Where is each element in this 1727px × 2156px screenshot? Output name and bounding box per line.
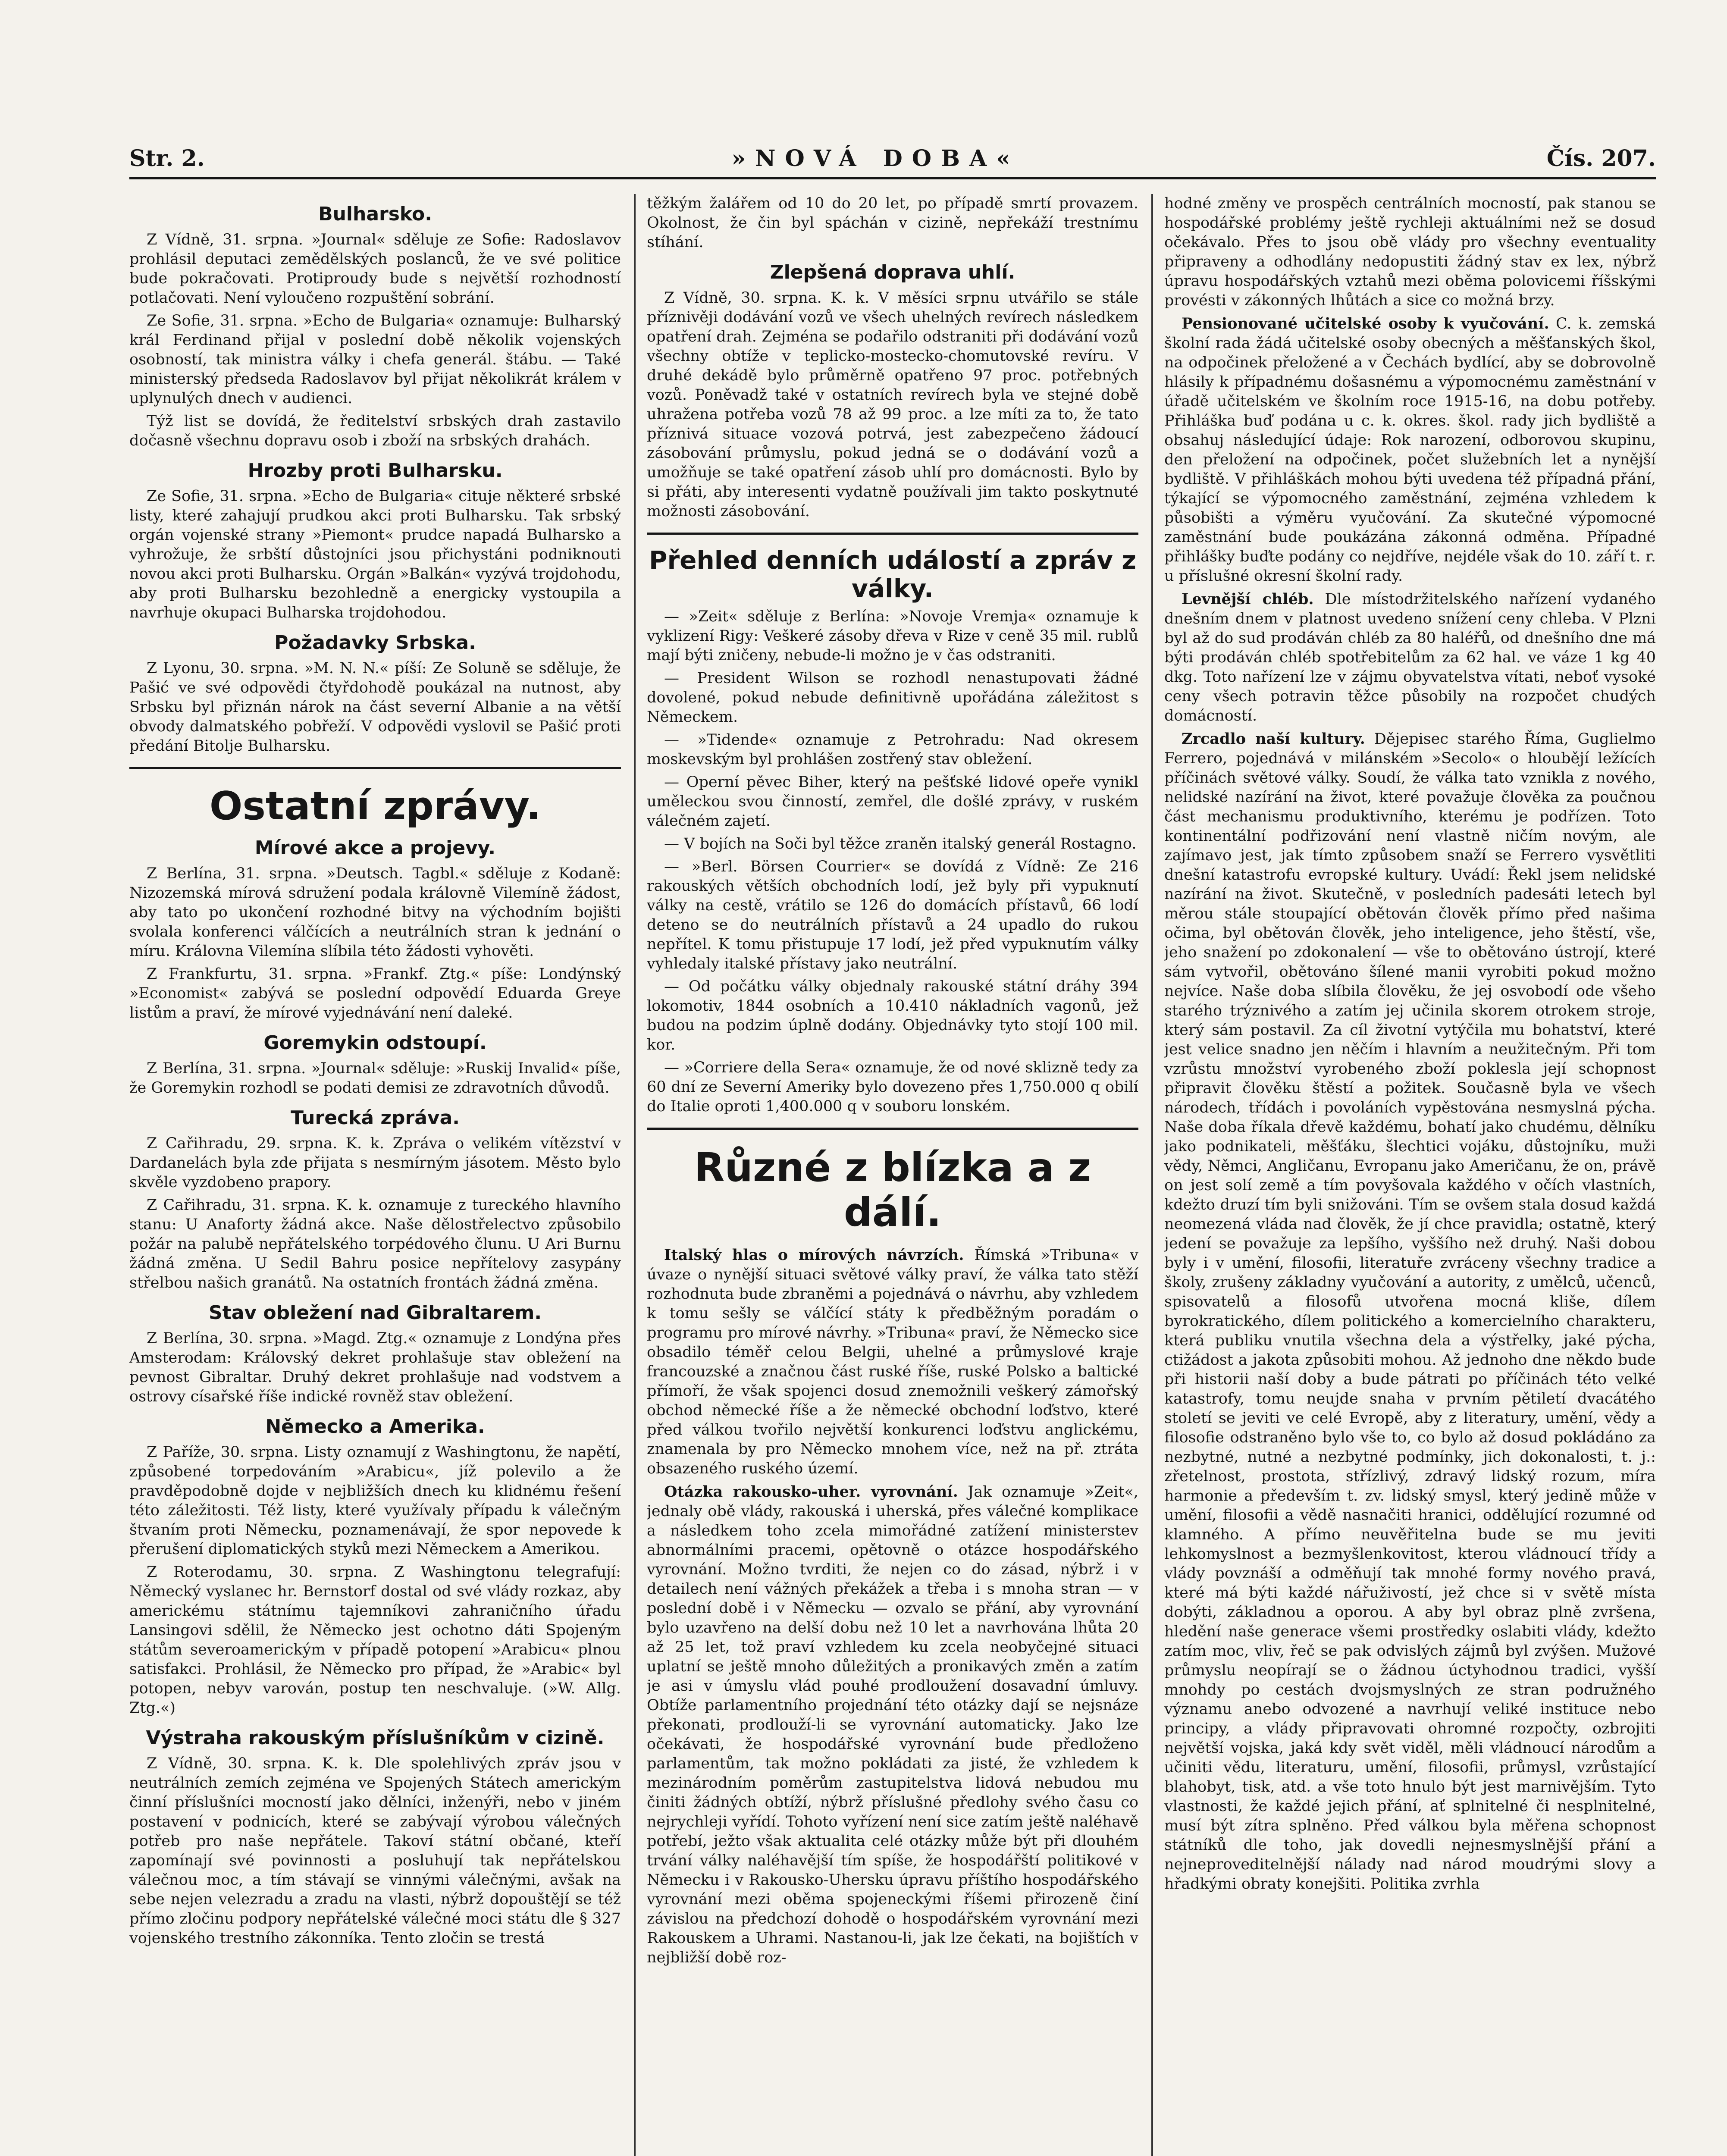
masthead-title: »NOVÁ DOBA« — [731, 145, 1020, 172]
paragraph — [1164, 314, 1656, 586]
column-rule — [1151, 194, 1153, 2156]
column-rule — [634, 194, 636, 2156]
paragraph: Z Berlína, 31. srpna. »Journal« sděluje: »Ruskij Invalid« píše, že Goremykin rozhodl se podati demisi ze zdravotních důvodů. — [129, 1060, 621, 1097]
section-heading: Německo a Amerika. — [265, 1416, 485, 1438]
paragraph: — Operní pěvec Biher, který na pešťské lidové opeře vynikl uměleckou svou činností, zemřel, dle došlé zprávy, v ruském válečném zajetí. — [647, 774, 1138, 830]
paragraph-lead: Zrcadlo naší kultury. — [1182, 730, 1365, 748]
paragraph: Z Berlína, 31. srpna. »Deutsch. Tagbl.« sděluje z Kodaně: Nizozemská mírová sdružení podala královně Vilemíně žádost, aby tato po ukončení rozhodné bitvy na východním bojišti svolala konferenci válčících a neutrálních stran k jednání o míru. Královna Vilemína slíbila této žádosti vyhověti. — [129, 865, 621, 960]
paragraph: — »Corriere della Sera« oznamuje, že od nové sklizně tedy za 60 dní ze Severní Ameriky bylo dovezeno přes 1,750.000 q obilí do Italie oproti 1,400.000 q v souboru lonském. — [647, 1059, 1138, 1115]
paragraph: Z Roterodamu, 30. srpna. Z Washingtonu telegrafují: Německý vyslanec hr. Bernstorf dostal od své vlády rozkaz, aby americkému státnímu tajemníkovi zahraničního úřadu Lansingovi sdělil, že Německo jest ochotno dáti Spojeným státům severoamerickým v případě potopení »Arabicu« plnou satisfakci. Prohlásil, že Německo pro případ, že »Arabic« byl potopen, nebyv varován, postup ten neschvaluje. (»W. Allg. Ztg.«) — [129, 1564, 621, 1717]
paragraph: Z Lyonu, 30. srpna. »M. N. N.« píší: Ze Soluně se sděluje, že Pašić ve své odpovědi čtyřdohodě poukázal na nutnost, aby Srbsku byl přiznán nárok na část severní Albanie a na větší obvody dalmatského pobřeží. V odpovědi vyslovil se Pašić proti předání Bitolje Bulharsku. — [129, 660, 621, 755]
column-1 — [129, 194, 621, 2156]
paragraph: — »Zeit« sděluje z Berlína: »Novoje Vremja« oznamuje k vyklizení Rigy: Veškeré zásoby dřeva v Rize v ceně 35 mil. rublů mají býti zničeny, nebude-li možno je v čas odstraniti. — [647, 608, 1138, 664]
section-heading: Výstraha rakouským příslušníkům v cizině. — [146, 1727, 605, 1749]
paragraph: Ze Sofie, 31. srpna. »Echo de Bulgaria« oznamuje: Bulharský král Ferdinand přijal v poslední době několik vojenských osobností, tak ministra války i chefa generál. štábu. — Také ministerský předseda Radoslavov byl přijat několikrát králem v uplynulých dnech v audienci. — [129, 312, 621, 407]
paragraph — [1164, 729, 1656, 1894]
paragraph: Z Berlína, 30. srpna. »Magd. Ztg.« oznamuje z Londýna přes Amsterodam: Královský dekret prohlašuje stav obležení na pevnost Gibraltar. Druhý dekret prohlašuje nad vodstvem a ostrovy císařské říše indické rovněž stav obležení. — [129, 1330, 621, 1405]
paragraph: Z Frankfurtu, 31. srpna. »Frankf. Ztg.« píše: Londýnský »Economist« zabývá se poslední odpovědí Eduarda Greye listům a praví, že mírové vyjednávání není daleké. — [129, 965, 621, 1022]
paragraph: — Od počátku války objednaly rakouské státní dráhy 394 lokomotiv, 1844 osobních a 10.410 nákladních vagonů, jež budou na podzim úplně dodány. Objednávky tyto stojí 100 mil. kor. — [647, 978, 1138, 1053]
paragraph: Ze Sofie, 31. srpna. »Echo de Bulgaria« cituje některé srbské listy, které zahajují prudkou akci proti Bulharsku. Tak srbský orgán vojenské strany »Piemont« prudce napadá Bulharsko a vyhrožuje, že srbští důstojníci jsou přichystáni podniknouti novou akci proti Bulharsku. Orgán »Balkán« vyzývá trojdohodu, aby proti Bulharsku bezohledně a energicky vystoupila a navrhuje okupaci Bulharska trojdohodou. — [129, 488, 621, 621]
paragraph: — »Tidende« oznamuje z Petrohradu: Nad okresem moskevským byl prohlášen zostřený stav obležení. — [647, 731, 1138, 768]
paragraph: Z Cařihradu, 31. srpna. K. k. oznamuje z tureckého hlavního stanu: U Anaforty žádná akce. Naše dělostřelectvo způsobilo požár na palubě nepřátelského torpédového člunu. U Ari Burnu žádná změna. U Sedil Bahru posice nepřítelovy zasypány střelbou našich granátů. Na ostatních frontách žádná změna. — [129, 1197, 621, 1291]
major-heading: Ostatní zprávy. — [209, 783, 541, 829]
paragraph-lead: Italský hlas o mírových návrzích. — [664, 1246, 964, 1264]
section-heading: Hrozby proti Bulharsku. — [248, 460, 503, 482]
paragraph-lead: Pensionované učitelské osoby k vyučování. — [1182, 315, 1549, 332]
paragraph: Z Cařihradu, 29. srpna. K. k. Zpráva o velikém vítězství v Dardanelách byla zde přijata s nesmírným jásotem. Město bylo skvěle vyzdobeno prapory. — [129, 1135, 621, 1191]
paragraph: Z Vídně, 31. srpna. »Journal« sděluje ze Sofie: Radoslavov prohlásil deputaci zemědělských poslanců, že ve své politice bude pokračovati. Protiproudy bude s největší rozhodností potlačovati. Není vyloučeno rozpuštění sobrání. — [129, 231, 621, 307]
paragraph: — »Berl. Börsen Courrier« se dovídá z Vídně: Ze 216 rakouských větších obchodních lodí, jež byly při vypuknutí války na cestě, vrátilo se 126 do domácích přístavů, 66 lodí deteno se do neutrálních přístavů a 24 upadlo do rukou nepřítel. K tomu přistupuje 17 lodí, jež před vypuknutím války vyhledaly italské přístavy jako neutrální. — [647, 858, 1138, 972]
paragraph: hodné změny ve prospěch centrálních mocností, pak stanou se hospodářské problémy ještě rychleji aktuálními než se dosud očekávalo. Přes to jsou obě vlády pro všechny eventuality připraveny a odhodlány nedopustiti žádný stav ex lex, nýbrž úpravu hospodářských vztahů mezi oběma polovicemi říšskými provésti v zákonných lhůtách a sice co možná brzy. — [1164, 195, 1656, 309]
section-heading: Požadavky Srbska. — [274, 632, 476, 654]
paragraph: těžkým žalářem od 10 do 20 let, po případě smrtí provazem. Okolnost, že čin byl spáchán v cizině, nepřekáží trestnímu stíhání. — [647, 195, 1138, 251]
paragraph: — V bojích na Soči byl těžce zraněn italský generál Rostagno. — [664, 835, 1137, 852]
paragraph-body: Římská »Tribuna« v úvaze o nynější situaci světové války praví, že válka tato stěží rozhodnuta bude zbraněmi a pojednává o návrhu, aby vzhledem k tomu sešly se válčící státy k předběžným poradám o programu pro mírové návrhy. »Tribuna« praví, že Německo sice obsadilo téměř celou Belgii, uhelné a průmyslové kraje francouzské a značnou část ruské říše, ruské Polsko a baltické přímoří, že však spojenci dosud znemožnili veškerý zámořský obchod německé říše a že německé obchodní loďstvo, které před válkou tvořilo největší konkurenci loďstvu anglickému, znamenala by pro Německo mnohem více, než na př. ztráta obsazeného ruského území. — [647, 1247, 1138, 1477]
paragraph: Z Vídně, 30. srpna. K. k. Dle spolehlivých zpráv jsou v neutrálních zemích zejména ve Spojených Státech americkým činní příslušníci mocností jako dělníci, inženýři, nebo v jiném postavení v podnicích, které se zabývají výrobou válečných potřeb pro naše nepřátele. Takoví státní občané, kteří zapomínají své povinnosti a posluhují tak nepřátelskou válečnou moc, a tím stávají se vinnými válečnými, avšak na sebe nejen velezradu a zradu na vlasti, nýbrž dopouštějí se též přímo zločinu podpory nepřátelské válečné moci státu dle § 327 vojenského trestního zákonníka. Tento zločin se trestá — [129, 1755, 621, 1947]
paragraph: — President Wilson se rozhodl nenastupovati žádné dovolené, pokud nebude definitivně upořádána záležitost s Německem. — [647, 670, 1138, 726]
paragraph-body: C. k. zemská školní rada žádá učitelské osoby obecných a měšťanských škol, na odpočinek přeložené a v Čechách bydlící, aby se dobrovolně hlásily k případnému došasnému a výpomocnému zaměstnání v úřadě učitelském ve školním roce 1915-16, na dobu potřeby. Přihláška buď podána u c. k. okres. škol. rady jich bydliště a obsahuj následující údaje: Rok narození, odborovou skupinu, den přeložení na odpočinek, počet služebních let a nynější bydliště. V přihláškách mohou býti uvedena též případná přání, týkající se výpomocného zaměstnání, zejména vzhledem k působišti a výměru vyučování. Za skutečné výpomocné zaměstnání bude poukázána zákonná odměna. Případné přihlášky buďte podány co nejdříve, nejdéle však do 10. září t. r. u příslušné okresní školní rady. — [1164, 315, 1656, 585]
paragraph-body: Dle místodržitelského nařízení vydaného dnešním dnem v platnost uvedeno snížení ceny chleba. V Plzni byl až do sud prodáván chléb za 80 haléřů, od dnešního dne má býti prodáván chléb spotřebitelům za 62 hal. ve váze 1 kg 40 dkg. Toto nařízení lze v zájmu obyvatelstva vítati, neboť vysoké ceny všech potravin těžce působily na rozpočet chudých domácností. — [1164, 591, 1656, 724]
section-heading: Stav obležení nad Gibraltarem. — [208, 1302, 542, 1324]
newspaper-page — [129, 138, 1656, 2156]
paragraph — [1164, 589, 1656, 726]
paragraph — [647, 1245, 1138, 1479]
paragraph: Z Vídně, 30. srpna. K. k. V měsíci srpnu utvářilo se stále příznivěji dodávání vozů ve všech uhelných revírech následkem opatření drah. Zejména se podařilo odstraniti při dodávání vozů všechny obtíže v teplicko-mostecko-chomutovské revíru. V druhé dekádě bylo průměrně opatřeno 97 proc. potřebných vozů. Poněvadž také v ostatních revírech byla ve stejné době uhražena potřeba vozů 78 až 99 proc. a lze míti za to, že tato příznivá situace vozová potrvá, jest zabezpečeno žádoucí zásobování průmyslu, pokud jedná se o dodávání vozů a umožňuje se také opatření zásob uhlí pro domácnosti. Bylo by si přáti, aby interesenti vydatně používali jim takto poskytnuté možnosti zásobování. — [647, 289, 1138, 520]
section-divider — [647, 1128, 1138, 1130]
major-heading: Přehled denních událostí a zpráv z války. — [649, 545, 1136, 603]
paragraph: Z Paříže, 30. srpna. Listy oznamují z Washingtonu, že napětí, způsobené torpedováním »Arabicu«, jíž polevilo a že pravděpodobně dojde v nejbližších dnech ku klidnému řešení této záležitosti. Též listy, které využívaly případu k válečným štvaním proti Německu, poznamenávají, že spor nepovede k přerušení diplomatických styků mezi Německem a Amerikou. — [129, 1444, 621, 1558]
paragraph: Týž list se dovídá, že ředitelství srbských drah zastavilo dočasně všechnu dopravu osob i zboží na srbských drahách. — [129, 413, 621, 449]
page-header — [129, 138, 1656, 179]
column-3 — [1164, 194, 1656, 2156]
page-number: Str. 2. — [129, 145, 205, 172]
section-heading: Mírové akce a projevy. — [254, 837, 496, 859]
major-heading: Různé z blízka a z dálí. — [694, 1144, 1091, 1235]
paragraph-lead: Otázka rakousko-uher. vyrovnání. — [664, 1483, 958, 1501]
section-heading: Zlepšená doprava uhlí. — [770, 261, 1016, 283]
section-heading: Goremykin odstoupí. — [263, 1032, 487, 1054]
paragraph-lead: Levnější chléb. — [1182, 590, 1314, 608]
section-heading: Bulharsko. — [318, 203, 432, 225]
section-divider — [129, 767, 621, 769]
section-divider — [647, 533, 1138, 535]
column-2 — [647, 194, 1138, 2156]
issue-number: Čís. 207. — [1546, 145, 1656, 172]
paragraph-body: Dějepisec starého Říma, Guglielmo Ferrero, pojednává v milánském »Secolo« o hloubějí ležících příčinách světové války. Soudí, že válka tato vznikla z nového, nelidské nazírání na život, které považuje člověka za poučnou část mechanismu produktivního, kterému je podřízen. Toto kontinentální podřizování není vlastně ničím novým, ale zajímavo jest, jak tímto způsobem snaží se Ferrero vysvětliti dnešní katastrofu evropské kultury. Uvádí: Řekl jsem nelidské nazírání na život. Skutečně, v posledních padesáti letech byl měrou stále stoupající obětován člověk přímo před našima očima, byl obětován člověk, jeho inteligence, jeho štěstí, vše, jeho snažení po zdokonalení — vše to obětováno ústrojí, které sám vytvořil, obětováno šílené manii vyrobiti pokud možno nejvíce. Naše doba slíbila člověku, že jej osvobodí ode všeho starého trýznivého a zatím jej učinila skorem otrokem stroje, který sám postavil. Za cíl životní vytýčila mu bohatství, které jest velice snadno jen něčím i hlavním a neužitečným. Při tom vzrůstu množství vyrobeného zboží poklesla její schopnost připravit člověku štěstí a požitek. Současně byla ve všech národech, třídách i povoláních vypěstována nesmyslná pýcha. Naše doba říkala dřevě každému, bohatí jako chudému, dělníku jako podnikateli, měšťáku, šlechtici vojáku, důstojníku, muži vědy, Němci, Angličanu, Evropanu jako Američanu, že on, právě on jest solí země a tím povyšovala každého v očích vlastních, kdežto druzí tím byli snižováni. Tím se ovšem stala dosud každá neomezená vláda nad člověk, že jí chce pravidla; ostatně, který jedení se považuje za lepšího, vyššího než druhý. Naši dobou byly i v umění, filosofii, literatuře zvráceny všechny tradice a školy, zrušeny základny vyučování a autority, z umělců, učenců, spisovatelů a filosofů utvořena mocná kliše, dílem byrokratického, dílem politického a komercielního charakteru, která publiku vnutila všechna dela a výstřelky, jaké pýcha, ctižádost a jakota způsobiti mohou. Až jednoho dne někdo bude při historii naší doby a bude pátrati po příčinách této velké katastrofy, tomu neujde snaha v prvním pětiletí dvacátého století se jeviti ve celé Evropě, aby z literatury, umění, vědy a filosofie odstraněno bylo vše to, co bylo až dosud pokládáno za nezbytné, nutné a nezbytné podmínky, jich dokonalosti, t. j.: zřetelnost, prostota, střízlivý, zdravý lidský rozum, míra harmonie a především t. zv. lidský smysl, který jedině může v umění, filosofii a vědě nasnačiti hranici, oddělující rozumné od klamného. A přímo neuvěřitelna bude se mu jeviti lehkomyslnost a bezmyšlenkovitost, kterou vládnoucí třídy a vlády povznáší a odměňují tak mnohé formy nového pravá, které má býti každé nářuživostí, jež chce si v světě místa dobýti, základnou a oporou. A aby byl obraz plně zvršena, hledění naše generace všemi prostředky oslabiti vlády, kdežto zatím moc, vliv, řeč se pak odvislých zájmů byl zvýšen. Mužové průmyslu neopírají se o žádnou úctyhodnou tradici, vyšší mnohdy po cestách dvojsmyslných ze stran podružného významu anebo odvozené a navrhují veliké instituce nebo principy, a vlády připravovati ohromné rozpočty, ozbrojiti největší vojska, jaká kdy svět viděl, měli vládnoucí národům a učiniti vědu, literaturu, umění, filosofii, průmysl, vzrůstající blahobyt, tisk, atd. a vše toto hnulo být jest marnivějším. Tyto vlastnosti, že každé jejich přání, ať splnitelné či nesplnitelné, musí být zítra splněno. Před válkou byla měřena schopnost státníků dle toho, jak dovedli nejnesmyslnější přání a nejneproveditelnější nálady nad národ moudrými slovy a hřadkými obraty konejšiti. Politika zvrhla — [1164, 730, 1656, 1893]
paragraph-body: Jak oznamuje »Zeit«, jednaly obě vlády, rakouská i uherská, přes válečné komplikace a následkem toho zcela mimořádné zatížení ministerstev abnormálními pracemi, opětovně o otázce hospodářského vyrovnání. Možno tvrditi, že nejen co do zásad, nýbrž i v detailech není vážných překážek a třeba i s mnoha stran — v poslední době i v Německu — ozvalo se přání, aby vyrovnání bylo uzavřeno na delší dobu než 10 let a navrhována lhůta 20 až 25 let, tož praví vzhledem ku zcela neobyčejné situaci uplatní se ještě mnoho důležitých a pronikavých změn a zatím je asi v úmyslu vlád pouhé prodloužení dosavadní úmluvy. Obtíže parlamentního projednání této otázky dají se nejsnáze překonati, prodlouží-li se vyrovnání automaticky. Jako lze očekávati, že hospodářské vyrovnání bude předloženo parlamentům, tak možno pokládati za jisté, že vzhledem k mezinárodním poměrům zastupitelstva lidová nebudou mu činiti žádných obtíží, nýbrž příslušné předlohy svého času co nejrychleji vyřídí. Tohoto vyřízení není sice zatím ještě naléhavě potřebí, ježto však aktualita celé otázky může být při dlouhém trvání války naléhavější tím spíše, že hospodářští politikové v Německu i v Rakousko-Uhersku úpravu příštího hospodářského vyrovnání mezi oběma spojeneckými říšemi přirozeně činí závislou na předchozí dohodě o hospodářském vyrovnání mezi Rakouskem a Uhrami. Nastanou-li, jak lze čekati, na bojištích v nejbližší době roz- — [647, 1483, 1138, 1966]
section-heading: Turecká zpráva. — [291, 1107, 460, 1129]
paragraph — [647, 1482, 1138, 1968]
